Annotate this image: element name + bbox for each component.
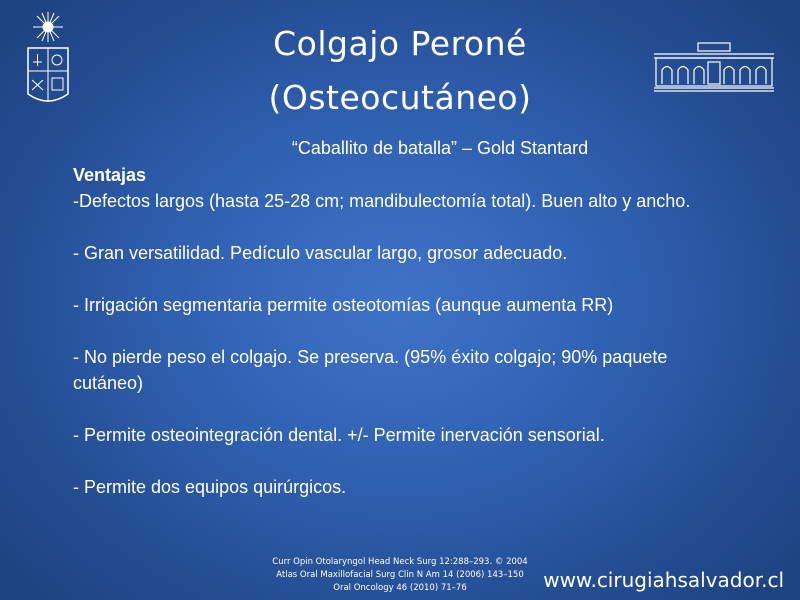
website-url: www.cirugiahsalvador.cl [543,568,784,592]
bullet-item: - Irrigación segmentaria permite osteotomías (aunque aumenta RR) [73,295,614,315]
reference-line: Oral Oncology 46 (2010) 71–76 [333,583,467,593]
bullet-item: - No pierde peso el colgajo. Se preserva. (95% éxito colgajo; 90% paquete cutáneo) [73,347,668,393]
reference-line: Curr Opin Otolaryngol Head Neck Surg 12:288–293. © 2004 [272,557,528,567]
section-heading: Ventajas [73,165,147,185]
slide-title-line1: Colgajo Peroné [273,24,527,63]
reference-line: Atlas Oral Maxillofacial Surg Clin N Am 14 (2006) 143–150 [276,570,524,580]
university-crest-icon [24,10,76,110]
hospital-building-icon [652,40,776,92]
bullet-item: - Permite dos equipos quirúrgicos. [73,477,347,497]
slide-title-line2: (Osteocutáneo) [268,78,532,117]
bullet-item: - Permite osteointegración dental. +/- Permite inervación sensorial. [73,425,605,445]
references [240,556,560,595]
bullet-item: - Gran versatilidad. Pedículo vascular largo, grosor adecuado. [73,243,568,263]
bullet-item: -Defectos largos (hasta 25-28 cm; mandibulectomía total). Buen alto y ancho. [73,191,691,211]
slide-subtitle: “Caballito de batalla” – Gold Stantard [291,138,589,158]
slide-content [73,162,723,526]
